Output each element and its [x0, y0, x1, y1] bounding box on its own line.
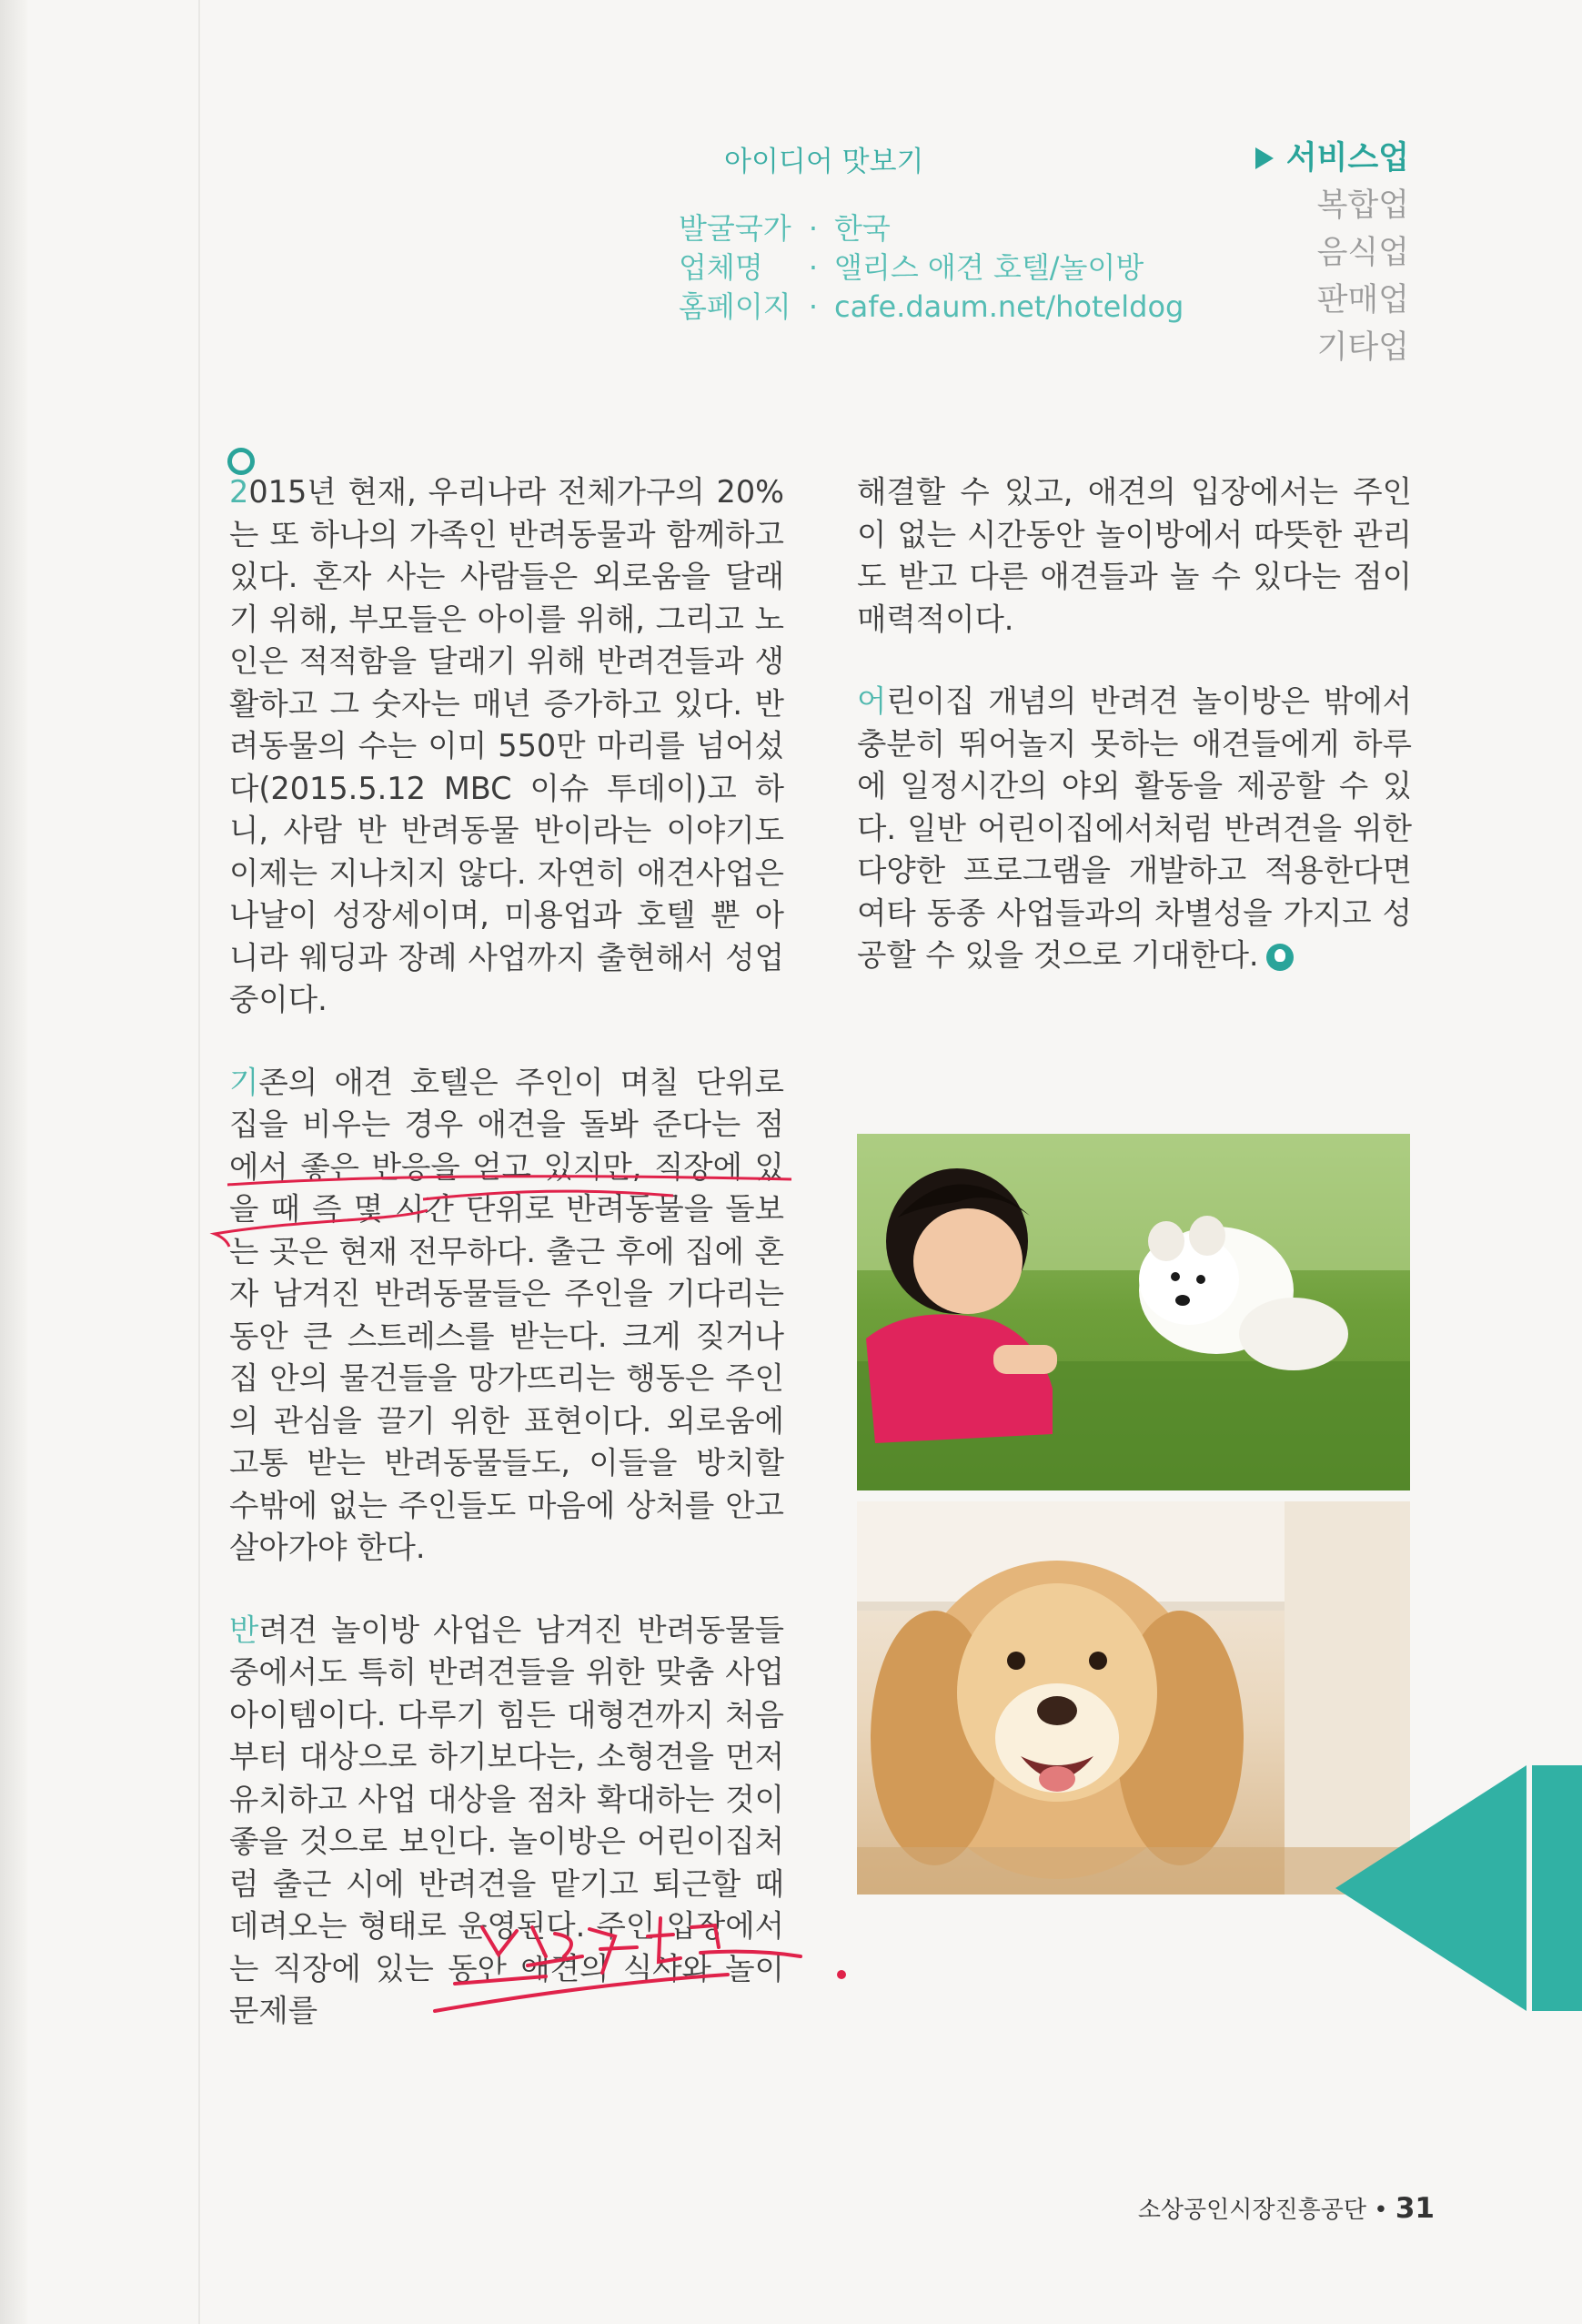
paragraph-text: 존의 애견 호텔은 주인이 며칠 단위로 집을 비우는 경우 애견을 돌봐 준다는 점에서 좋은 반응을 얻고 있지만, 직장에 있을 때 즉 몇 시간 단위로 반려동물을 돌보는 곳은 현재 전무하다. 출근 후에 집에 혼자 남겨진 반려동물들은 주인을 기다리는 동안 큰 스트레스를 받는다. 크게 짖거나 집 안의 물건들을 망가뜨리는 행동은 주인의 관심을 끌기 위한 표현이다. 외로움에 고통 받는 반려동물들도, 이들을 방치할 수밖에 없는 주인들도 마음에 상처를 안고 살아가야 한다.	[229, 1064, 784, 1565]
page-number: 31	[1395, 2192, 1435, 2225]
publisher-name: 소상공인시장진흥공단	[1137, 2197, 1366, 2224]
paragraph-text: 린이집 개념의 반려견 놀이방은 밖에서 충분히 뛰어놀지 못하는 애견들에게 하루에 일정시간의 야외 활동을 제공할 수 있다. 일반 어린이집에서처럼 반려견을 위한 다양한 프로그램을 개발하고 적용한다면 여타 동종 사업들과의 차별성을 가지고 성공할 수 있을 것으로 기대한다.	[857, 683, 1412, 973]
drop-initial: 2	[229, 474, 249, 510]
info-value: 한국	[834, 211, 891, 246]
section-title: 아이디어 맛보기	[724, 146, 924, 178]
info-separator: ·	[808, 250, 819, 285]
footer-separator: •	[1374, 2197, 1388, 2224]
category-item: 판매업	[1316, 282, 1409, 318]
drop-initial: 기	[229, 1064, 259, 1100]
info-separator: ·	[808, 289, 819, 324]
drop-initial: 어	[857, 683, 887, 719]
info-label: 발굴국가	[679, 211, 791, 246]
handwritten-signature	[435, 1918, 844, 2011]
info-value: 앨리스 애견 호텔/놀이방	[834, 250, 1144, 285]
drop-initial: 반	[229, 1612, 259, 1648]
pen-underline-stroke	[423, 1191, 673, 1199]
info-separator: ·	[808, 211, 819, 246]
pen-bracket	[215, 1210, 428, 1247]
category-item: 기타업	[1316, 329, 1409, 366]
pen-underline	[227, 1177, 791, 1185]
paragraph-text: 려견 놀이방 사업은 남겨진 반려동물들 중에서도 특히 반려견들을 위한 맞춤 사업 아이템이다. 다루기 힘든 대형견까지 처음부터 대상으로 하기보다는, 소형견을 먼저 유치하고 사업 대상을 점차 확대하는 것이 좋을 것으로 보인다. 놀이방은 어린이집처럼 출근 시에 반려견을 맡기고 퇴근할 때 데려오는 형태로 운영된다. 주인 입장에서는 직장에 있는 동안 애견의 식사와 놀이 문제를	[229, 1612, 784, 2028]
paragraph-text: 015년 현재, 우리나라 전체가구의 20%는 또 하나의 가족인 반려동물과 함께하고 있다. 혼자 사는 사람들은 외로움을 달래기 위해, 부모들은 아이를 위해, 그리고 노인은 적적함을 달래기 위해 반려견들과 생활하고 그 숫자는 매년 증가하고 있다. 반려동물의 수는 이미 550만 마리를 넘어섰다(2015.5.12 MBC 이슈 투데이)고 하니, 사람 반 반려동물 반이라는 이야기도 이제는 지나치지 않다. 자연히 애견사업은 나날이 성장세이며, 미용업과 호텔 뿐 아니라 웨딩과 장례 사업까지 출현해서 성업 중이다.	[229, 474, 784, 1017]
category-item: 음식업	[1316, 235, 1409, 271]
info-label: 홈페이지	[679, 289, 791, 324]
info-label: 업체명	[679, 250, 763, 285]
paragraph-text: 해결할 수 있고, 애견의 입장에서는 주인이 없는 시간동안 놀이방에서 따뜻한 관리도 받고 다른 애견들과 놀 수 있다는 점이 매력적이다.	[857, 474, 1412, 637]
category-item: 복합업	[1316, 187, 1409, 224]
homepage-link[interactable]: cafe.daum.net/hoteldog	[834, 289, 1184, 324]
category-label: 서비스업	[1285, 140, 1409, 177]
